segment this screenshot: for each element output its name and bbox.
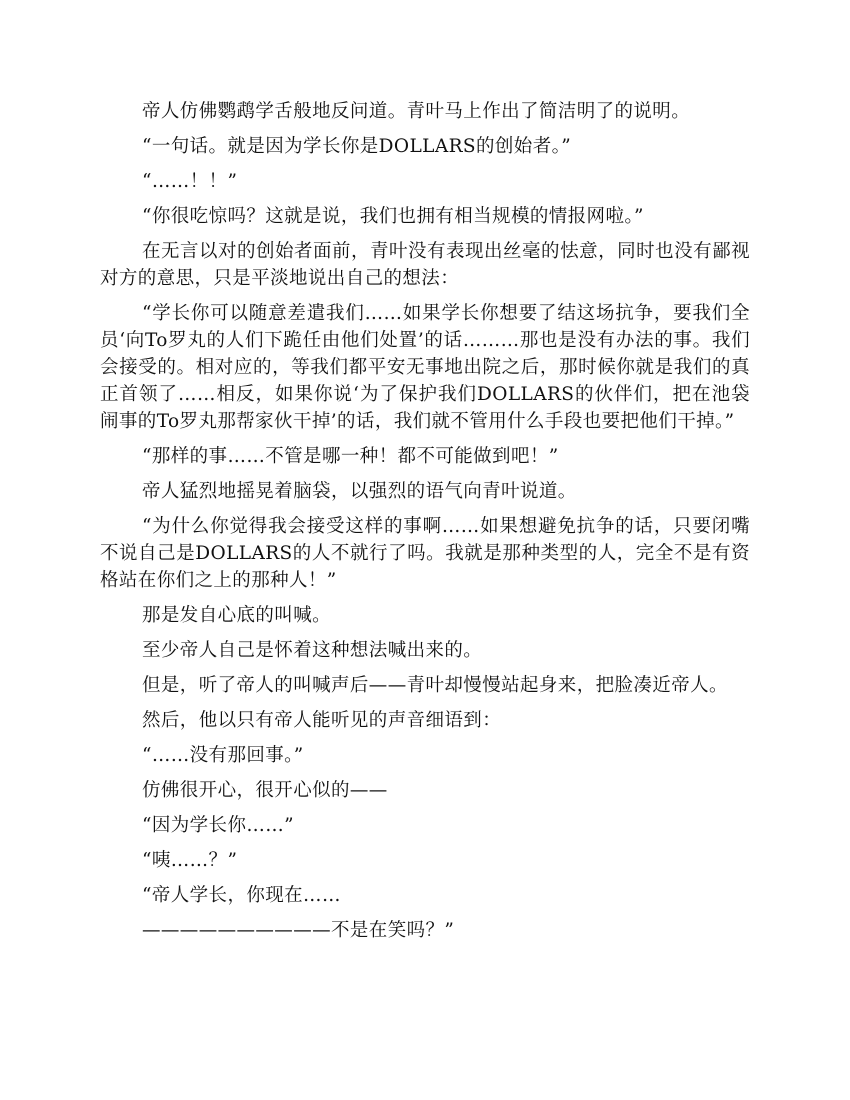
paragraph: 但是，听了帝人的叫喊声后——青叶却慢慢站起身来，把脸凑近帝人。 (142, 675, 728, 696)
paragraph: “你很吃惊吗？这就是说，我们也拥有相当规模的情报网啦。” (142, 206, 644, 227)
paragraph: 仿佛很开心，很开心似的—— (142, 780, 388, 801)
paragraph: “帝人学长，你现在…… (142, 885, 341, 906)
paragraph: 帝人猛烈地摇晃着脑袋，以强烈的语气向青叶说道。 (142, 481, 577, 502)
paragraph: 帝人仿佛鹦鹉学舌般地反问道。青叶马上作出了简洁明了的说明。 (142, 101, 691, 122)
paragraph: “因为学长你……” (142, 815, 295, 836)
paragraph: “那样的事……不管是哪一种！都不可能做到吧！” (142, 446, 559, 467)
paragraph: 那是发自心底的叫喊。 (142, 605, 332, 626)
paragraph: “为什么你觉得我会接受这样的事啊……如果想避免抗争的话，只要闭嘴不说自己是DOLLARS的人不就行了吗。我就是那种类型的人，完全不是有资格站在你们之上的那种人！” (100, 516, 750, 591)
paragraph: 然后，他以只有帝人能听见的声音细语到： (142, 710, 502, 731)
novel-text (100, 98, 750, 952)
paragraph: “一句话。就是因为学长你是DOLLARS的创始者。” (142, 136, 572, 157)
paragraph: “……！！” (142, 171, 238, 192)
paragraph: “学长你可以随意差遣我们……如果学长你想要了结这场抗争，要我们全员‘向To罗丸的人们下跪任由他们处置’的话………那也是没有办法的事。我们会接受的。相对应的，等我们都平安无事地出院之后，那时候你就是我们的真正首领了……相反，如果你说‘为了保护我们DOLLARS的伙伴们，把在池袋闹事的To罗丸那帮家伙干掉’的话，我们就不管用什么手段也要把他们干掉。” (100, 303, 750, 432)
paragraph: “咦……？” (142, 850, 238, 871)
paragraph: ——————————不是在笑吗？” (142, 920, 455, 941)
paragraph: 在无言以对的创始者面前，青叶没有表现出丝毫的怯意，同时也没有鄙视对方的意思，只是平淡地说出自己的想法： (100, 241, 750, 289)
paragraph: 至少帝人自己是怀着这种想法喊出来的。 (142, 640, 483, 661)
paragraph: “……没有那回事。” (142, 745, 304, 766)
